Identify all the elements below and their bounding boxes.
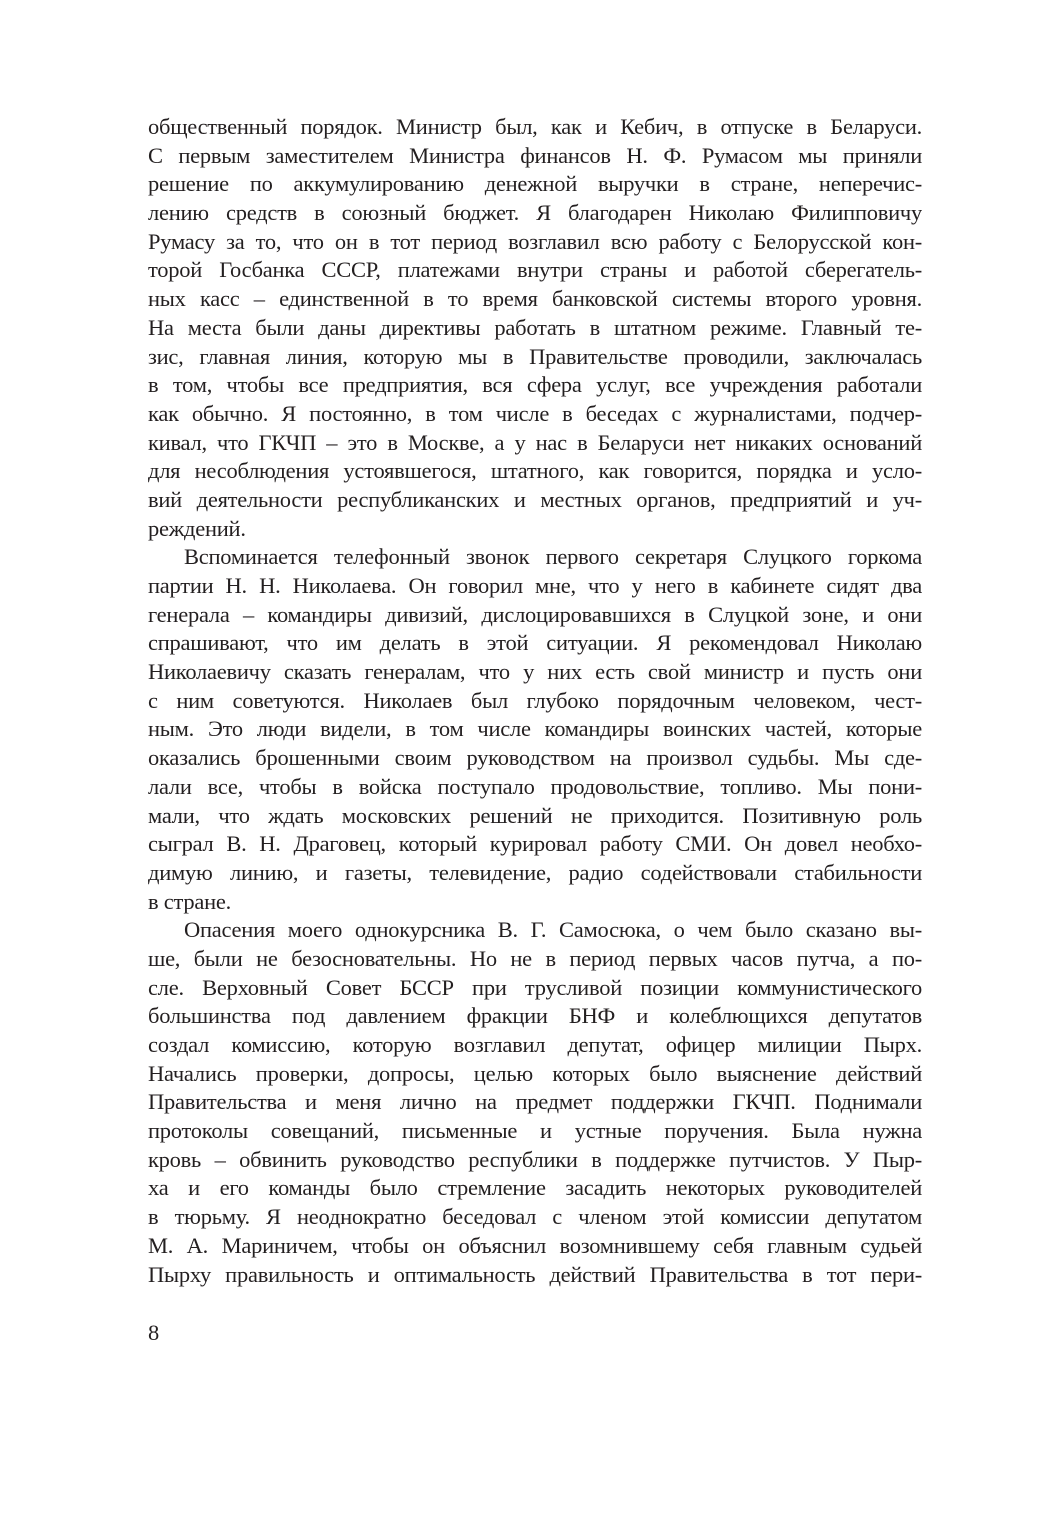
text-line: спрашивают, что им делать в этой ситуации. Я рекомендовал Николаю (148, 630, 922, 656)
text-line: кровь – обвинить руководство республики в поддержке путчистов. У Пыр- (148, 1146, 922, 1172)
text-line: На места были даны директивы работать в штатном режиме. Главный те- (148, 314, 922, 340)
text-line: мали, что ждать московских решений не приходится. Позитивную роль (148, 802, 922, 828)
text-line: генерала – командиры дивизий, дислоцировавшихся в Слуцкой зоне, и они (148, 601, 922, 627)
text-line: общественный порядок. Министр был, как и Кебич, в отпуске в Беларуси. (148, 114, 922, 139)
text-line: вий деятельности республиканских и местных органов, предприятий и уч- (148, 486, 922, 512)
text-line: для несоблюдения устоявшегося, штатного, как говорится, порядка и усло- (148, 458, 922, 484)
text-line: кивал, что ГКЧП – это в Москве, а у нас в Беларуси нет никаких оснований (148, 429, 922, 455)
text-line: ных касс – единственной в то время банковской системы второго уровня. (148, 286, 922, 312)
text-line: ше, были не безосновательны. Но не в период первых часов путча, а по- (148, 945, 922, 971)
text-line: сыграл В. Н. Драговец, который курировал работу СМИ. Он довел необхо- (148, 831, 922, 857)
text-line: Николаевичу сказать генералам, что у них есть свой министр и пусть они (148, 659, 922, 685)
text-line: создал комиссию, которую возглавил депутат, офицер милиции Пырх. (148, 1032, 922, 1057)
text-line: в тюрьму. Я неоднократно беседовал с членом этой комиссии депутатом (148, 1204, 922, 1230)
text-line: лению средств в союзный бюджет. Я благодарен Николаю Филипповичу (148, 200, 922, 226)
text-line: как обычно. Я постоянно, в том числе в беседах с журналистами, подчер- (148, 400, 922, 426)
text-line: торой Госбанка СССР, платежами внутри страны и работой сберегатель- (148, 257, 922, 283)
text-line: лали все, чтобы в войска поступало продовольствие, топливо. Мы пони- (148, 773, 922, 799)
paragraph (148, 113, 922, 543)
text-line: оказались брошенными своим руководством на произвол судьбы. Мы сде- (148, 745, 922, 771)
text-line: Правительства и меня лично на предмет поддержки ГКЧП. Поднимали (148, 1089, 922, 1115)
text-line: в том, чтобы все предприятия, вся сфера услуг, все учреждения работали (148, 372, 922, 398)
text-line: ха и его команды было стремление засадить некоторых руководителей (148, 1175, 922, 1201)
text-line: М. А. Мариничем, чтобы он объяснил возомнившему себя главным судьей (148, 1232, 922, 1258)
page-number: 8 (148, 1320, 160, 1345)
text-line: Румасу за то, что он в тот период возглавил всю работу с Белорусской кон- (148, 228, 922, 254)
text-line: партии Н. Н. Николаева. Он говорил мне, что у него в кабинете сидят два (148, 573, 922, 598)
text-line: димую линию, и газеты, телевидение, радио содействовали стабильности (148, 859, 922, 885)
page-body (148, 113, 922, 1289)
text-line: с ним советуются. Николаев был глубоко порядочным человеком, чест- (148, 687, 922, 713)
text-line: Начались проверки, допросы, целью которых было выяснение действий (148, 1060, 922, 1086)
text-line: решение по аккумулированию денежной выручки в стране, неперечис- (148, 171, 922, 197)
text-line: Вспоминается телефонный звонок первого секретаря Слуцкого горкома (184, 544, 922, 570)
text-line: Пырху правильность и оптимальность действий Правительства в тот пери- (148, 1261, 922, 1287)
paragraph (148, 543, 922, 916)
text-line: зис, главная линия, которую мы в Правительстве проводили, заключалась (148, 343, 922, 369)
text-line: С первым заместителем Министра финансов Н. Ф. Румасом мы приняли (148, 142, 922, 168)
text-line: сле. Верховный Совет БССР при трусливой позиции коммунистического (148, 974, 922, 1000)
text-line: большинства под давлением фракции БНФ и колеблющихся депутатов (148, 1003, 922, 1029)
text-line: Опасения моего однокурсника В. Г. Самосюка, о чем было сказано вы- (184, 917, 922, 943)
text-line: в стране. (148, 888, 231, 914)
text-line: протоколы совещаний, письменные и устные поручения. Была нужна (148, 1118, 922, 1144)
paragraph (148, 916, 922, 1289)
text-line: ным. Это люди видели, в том числе командиры воинских частей, которые (148, 716, 922, 742)
text-line: реждений. (148, 515, 246, 541)
